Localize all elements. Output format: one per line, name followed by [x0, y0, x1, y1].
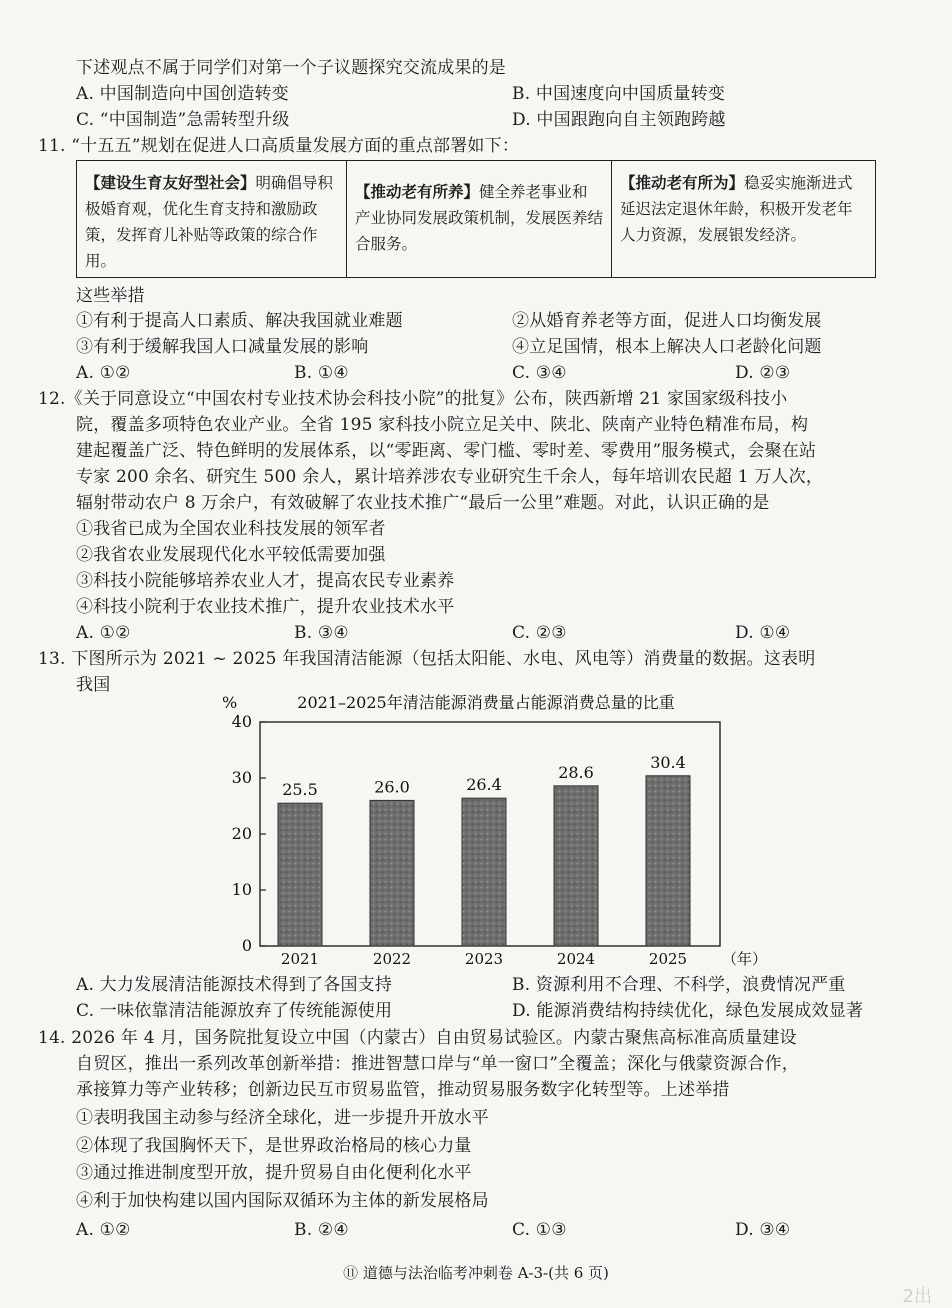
- q10-stem: 下述观点不属于同学们对第一个子议题探究交流成果的是: [76, 58, 506, 78]
- q11-statement-4: ④立足国情，根本上解决人口老龄化问题: [512, 337, 822, 357]
- bar-value-label: 28.6: [558, 762, 594, 782]
- q14-statement-4: ④利于加快构建以国内国际双循环为主体的新发展格局: [76, 1191, 489, 1211]
- corner-watermark: 2出: [902, 1286, 932, 1307]
- x-tick-label: 2023: [464, 950, 504, 968]
- q13-stem-line-2: 我国: [76, 675, 111, 695]
- q12-statement-4: ④科技小院利于农业技术推广，提升农业技术水平: [76, 597, 455, 617]
- q12-stem-line-3: 建起覆盖广泛、特色鲜明的发展体系，以“零距离、零门槛、零时差、零费用”服务模式，会聚在站: [76, 441, 817, 461]
- y-tick-label: 40: [231, 712, 252, 731]
- q11-option-b: B. ①④: [294, 363, 349, 383]
- clean-energy-chart: [210, 688, 768, 973]
- policy-body: 健全养老事业和产业协同发展政策机制，发展医养结合服务。: [355, 183, 604, 253]
- q14-stem-line-1: 14. 2026 年 4 月，国务院批复设立中国（内蒙古）自由贸易试验区。内蒙古聚焦高标准高质量建设: [38, 1028, 797, 1048]
- q11-statement-1: ①有利于提高人口素质、解决我国就业难题: [76, 311, 403, 331]
- q12-option-c: C. ②③: [512, 623, 567, 643]
- q12-option-d: D. ①④: [735, 623, 791, 643]
- q14-option-c: C. ①③: [512, 1220, 567, 1240]
- q14-statement-2: ②体现了我国胸怀天下，是世界政治格局的核心力量: [76, 1136, 472, 1156]
- q12-option-b: B. ③④: [294, 623, 349, 643]
- policy-title: 【建设生育友好型社会】: [85, 173, 256, 192]
- q12-stem-line-1: 12.《关于同意设立“中国农村专业技术协会科技小院”的批复》公布，陕西新增 21 家国家级科技小: [38, 389, 788, 409]
- page-footer: ⑪ 道德与法治临考冲刺卷 A-3-(共 6 页): [343, 1264, 609, 1282]
- q11-stem: 11. “十五五”规划在促进人口高质量发展方面的重点部署如下：: [38, 136, 520, 156]
- x-tick-label: 2022: [372, 950, 412, 968]
- x-axis-unit: （年）: [722, 950, 768, 968]
- q11-statement-2: ②从婚育养老等方面，促进人口均衡发展: [512, 311, 822, 331]
- q14-stem-line-3: 承接算力等产业转移；创新边民互市贸易监管，推动贸易服务数字化转型等。上述举措: [76, 1080, 730, 1100]
- x-tick-label: 2025: [648, 950, 688, 968]
- y-tick-label: 10: [231, 880, 252, 899]
- policy-cell-elderly-contribution: [612, 161, 874, 277]
- q14-statement-1: ①表明我国主动参与经济全球化，进一步提升开放水平: [76, 1108, 489, 1128]
- policy-cell-elderly-care: [347, 161, 612, 277]
- q14-stem-line-2: 自贸区，推出一系列改革创新举措：推进智慧口岸与“单一窗口”全覆盖；深化与俄蒙资源合作，: [76, 1054, 799, 1074]
- q13-stem-line-1: 13. 下图所示为 2021 ~ 2025 年我国清洁能源（包括太阳能、水电、风电等）消费量的数据。这表明: [38, 649, 816, 669]
- bar: [462, 798, 506, 946]
- q10-option-d: D. 中国跟跑向自主领跑跨越: [512, 110, 726, 130]
- q14-statement-3: ③通过推进制度型开放，提升贸易自由化便利化水平: [76, 1163, 472, 1183]
- policy-title: 【推动老有所养】: [355, 182, 480, 201]
- q10-option-b: B. 中国速度向中国质量转变: [512, 84, 726, 104]
- y-tick-label: 20: [231, 824, 252, 843]
- bar: [646, 776, 690, 946]
- q13-option-a: A. 大力发展清洁能源技术得到了各国支持: [76, 975, 393, 995]
- q13-option-b: B. 资源利用不合理、不科学，浪费情况严重: [512, 975, 846, 995]
- x-tick-label: 2021: [280, 950, 320, 968]
- q11-option-c: C. ③④: [512, 363, 567, 383]
- q10-option-c: C. “中国制造”急需转型升级: [76, 110, 290, 130]
- q12-statement-3: ③科技小院能够培养农业人才，提高农民专业素养: [76, 571, 455, 591]
- chart-title: 2021–2025年清洁能源消费量占能源消费总量的比重: [297, 693, 675, 712]
- q11-option-d: D. ②③: [735, 363, 791, 383]
- bar: [370, 800, 414, 946]
- bar: [278, 803, 322, 946]
- policy-body: 明确倡导积极婚育观，优化生育支持和激励政策，发挥育儿补贴等政策的综合作用。: [85, 174, 334, 270]
- q12-stem-line-2: 院，覆盖多项特色农业产业。全省 195 家科技小院立足关中、陕北、陕南产业特色精准布局，构: [76, 415, 809, 435]
- q10-option-a: A. 中国制造向中国创造转变: [76, 84, 289, 104]
- q12-option-a: A. ①②: [76, 623, 131, 643]
- q13-option-c: C. 一味依靠清洁能源放弃了传统能源使用: [76, 1001, 393, 1021]
- q11-option-a: A. ①②: [76, 363, 131, 383]
- bar-value-label: 26.4: [466, 775, 502, 795]
- q12-stem-line-4: 专家 200 余名、研究生 500 余人，累计培养涉农专业研究生千余人，每年培训农民超 1 万人次，: [76, 467, 824, 487]
- policy-body: 稳妥实施渐进式延迟法定退休年龄，积极开发老年人力资源，发展银发经济。: [620, 174, 853, 244]
- q11-policy-table: [76, 160, 876, 278]
- q14-option-d: D. ③④: [735, 1220, 791, 1240]
- bar-value-label: 26.0: [374, 777, 410, 797]
- q13-option-d: D. 能源消费结构持续优化，绿色发展成效显著: [512, 1001, 864, 1021]
- policy-title: 【推动老有所为】: [620, 173, 745, 192]
- q11-lead: 这些举措: [76, 286, 145, 306]
- y-tick-label: 30: [231, 768, 252, 787]
- q14-option-b: B. ②④: [294, 1220, 349, 1240]
- y-tick-label: 0: [241, 936, 252, 955]
- x-tick-label: 2024: [556, 950, 596, 968]
- q11-statement-3: ③有利于缓解我国人口减量发展的影响: [76, 337, 369, 357]
- bar: [554, 786, 598, 946]
- q12-stem-line-5: 辐射带动农户 8 万余户，有效破解了农业技术推广“最后一公里”难题。对此，认识正确的是: [76, 493, 770, 513]
- policy-cell-fertility: [77, 161, 347, 277]
- q12-statement-1: ①我省已成为全国农业科技发展的领军者: [76, 519, 386, 539]
- bar-chart-svg: [210, 688, 768, 973]
- q12-statement-2: ②我省农业发展现代化水平较低需要加强: [76, 545, 386, 565]
- bar-value-label: 30.4: [650, 752, 686, 772]
- y-axis-unit: %: [222, 693, 238, 712]
- q14-option-a: A. ①②: [76, 1220, 131, 1240]
- bar-value-label: 25.5: [282, 780, 318, 800]
